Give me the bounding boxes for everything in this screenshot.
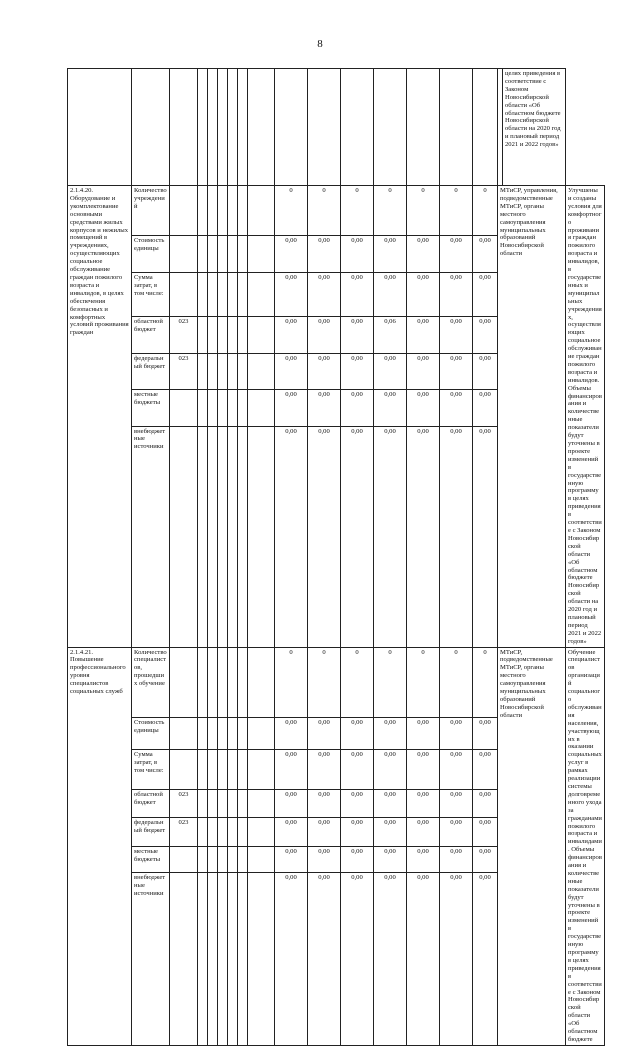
code-cell <box>218 426 228 647</box>
indicator-label: внебюджетные источники <box>132 426 170 647</box>
measure-name: Оборудование и укомплектование основными средствами жилых корпусов и нежилых помещений в учреждениях, осуществляющих социальное обслуживание граждан пожилого возраста и инвалидов, в целях обеспечения безопасных и комфортных условий проживания граждан <box>70 194 129 337</box>
code-cell <box>198 717 208 750</box>
value-cell: 0,00 <box>440 353 473 389</box>
value-cell: 0,00 <box>275 717 308 750</box>
measure-title <box>68 186 132 648</box>
value-cell: 0,00 <box>407 846 440 872</box>
gov-code <box>170 717 198 750</box>
code-cell <box>238 750 248 789</box>
value-cell: 0,00 <box>407 750 440 789</box>
gov-code <box>170 236 198 272</box>
cell-empty <box>170 69 198 186</box>
value-cell: 0,00 <box>407 818 440 846</box>
indicator-label: федеральный бюджет <box>132 353 170 389</box>
value-cell: 0,00 <box>407 236 440 272</box>
value-cell: 0,00 <box>341 390 374 426</box>
cell-empty <box>248 426 275 647</box>
code-cell <box>208 317 218 353</box>
indicator-label: Сумма затрат, в том числе: <box>132 272 170 317</box>
code-cell <box>218 353 228 389</box>
value-cell: 0,00 <box>341 846 374 872</box>
value-cell: 0,00 <box>374 846 407 872</box>
indicator-label: областной бюджет <box>132 317 170 353</box>
gov-code <box>170 846 198 872</box>
value-cell: 0,00 <box>275 872 308 1045</box>
cell-empty <box>275 69 308 186</box>
value-cell: 0,00 <box>374 236 407 272</box>
value-cell: 0,00 <box>407 317 440 353</box>
cell-empty <box>248 186 275 236</box>
code-cell <box>218 789 228 817</box>
value-cell: 0,00 <box>374 818 407 846</box>
code-cell <box>208 846 218 872</box>
cell-empty <box>248 789 275 817</box>
value-cell: 0,00 <box>473 818 498 846</box>
code-cell <box>208 186 218 236</box>
value-cell: 0,00 <box>308 317 341 353</box>
code-cell <box>198 353 208 389</box>
value-cell: 0,00 <box>473 789 498 817</box>
continuation-row <box>68 69 605 186</box>
code-cell <box>208 818 218 846</box>
cell-empty <box>248 353 275 389</box>
value-cell: 0,00 <box>275 750 308 789</box>
code-cell <box>198 872 208 1045</box>
value-cell: 0,00 <box>308 872 341 1045</box>
value-cell: 0,00 <box>440 272 473 317</box>
code-cell <box>218 872 228 1045</box>
value-cell: 0,00 <box>275 818 308 846</box>
value-cell: 0 <box>275 186 308 236</box>
cell-empty <box>248 846 275 872</box>
code-cell <box>228 272 238 317</box>
value-cell: 0,00 <box>308 390 341 426</box>
table-row <box>68 186 605 236</box>
value-cell: 0 <box>374 647 407 717</box>
value-cell: 0,00 <box>473 353 498 389</box>
indicator-label: Сумма затрат, в том числе: <box>132 750 170 789</box>
value-cell: 0 <box>341 647 374 717</box>
code-cell <box>218 236 228 272</box>
value-cell: 0,00 <box>473 236 498 272</box>
code-cell <box>198 750 208 789</box>
indicator-label: областной бюджет <box>132 789 170 817</box>
cell-empty <box>198 69 208 186</box>
indicator-label: местные бюджеты <box>132 846 170 872</box>
value-cell: 0,00 <box>374 272 407 317</box>
result-description: Улучшены и созданы условия для комфортного проживания граждан пожилого возраста и инвалидов, в государственных и муниципальных учреждениях, осуществляющих социальное обслуживание граждан пожилого возраста и инвалидов. Объемы финансирования и количественные показатели будут уточнены в проекте изменений в государственную программу в целях приведения в соответствие с Законом Новосибирской области «Об областном бюджете Новосибирской области на 2020 год и плановый период 2021 и 2022 годов» <box>566 186 605 648</box>
code-cell <box>228 390 238 426</box>
value-cell: 0,00 <box>407 272 440 317</box>
table-row <box>68 647 605 717</box>
code-cell <box>238 186 248 236</box>
value-cell: 0,00 <box>407 872 440 1045</box>
value-cell: 0,00 <box>275 789 308 817</box>
value-cell: 0,00 <box>341 426 374 647</box>
cell-empty <box>248 872 275 1045</box>
code-cell <box>208 236 218 272</box>
value-cell: 0,06 <box>374 317 407 353</box>
indicator-label: внебюджетные источники <box>132 872 170 1045</box>
value-cell: 0,00 <box>473 872 498 1045</box>
cell-empty <box>248 717 275 750</box>
code-cell <box>218 750 228 789</box>
value-cell: 0 <box>275 647 308 717</box>
code-cell <box>238 317 248 353</box>
code-cell <box>198 186 208 236</box>
code-cell <box>208 647 218 717</box>
value-cell: 0,00 <box>440 750 473 789</box>
code-cell <box>228 426 238 647</box>
code-cell <box>218 846 228 872</box>
value-cell: 0 <box>308 186 341 236</box>
code-cell <box>238 872 248 1045</box>
value-cell: 0 <box>473 647 498 717</box>
gov-code <box>170 272 198 317</box>
code-cell <box>208 272 218 317</box>
page-number: 8 <box>317 38 323 50</box>
code-cell <box>228 236 238 272</box>
code-cell <box>238 647 248 717</box>
value-cell: 0 <box>473 186 498 236</box>
measure-id: 2.1.4.21. <box>70 648 94 656</box>
value-cell: 0,00 <box>374 789 407 817</box>
value-cell: 0,00 <box>407 353 440 389</box>
value-cell: 0,00 <box>407 390 440 426</box>
code-cell <box>208 750 218 789</box>
code-cell <box>228 317 238 353</box>
code-cell <box>238 717 248 750</box>
indicator-label: Стоимость единицы <box>132 236 170 272</box>
cell-empty <box>341 69 374 186</box>
cell-empty <box>228 69 238 186</box>
value-cell: 0,00 <box>275 236 308 272</box>
value-cell: 0,00 <box>275 426 308 647</box>
code-cell <box>198 426 208 647</box>
code-cell <box>218 317 228 353</box>
value-cell: 0,00 <box>440 789 473 817</box>
value-cell: 0 <box>440 186 473 236</box>
value-cell: 0,00 <box>341 789 374 817</box>
result-description: целях приведения в соответствие с Законом Новосибирской области «Об областном бюджете Новосибирской области на 2020 год и плановый период 2021 и 2022 годов» <box>503 69 566 186</box>
cell-empty <box>68 69 132 186</box>
gov-code <box>170 750 198 789</box>
code-cell <box>198 236 208 272</box>
value-cell: 0,00 <box>308 846 341 872</box>
value-cell: 0,00 <box>341 872 374 1045</box>
cell-empty <box>218 69 228 186</box>
gov-code: 023 <box>170 317 198 353</box>
code-cell <box>198 317 208 353</box>
executor: МТиСР, управления, подведомственные МТиСР, органы местного самоуправления муниципальных образований Новосибирской области <box>498 186 566 648</box>
cell-empty <box>248 69 275 186</box>
cell-empty <box>208 69 218 186</box>
value-cell: 0,00 <box>407 717 440 750</box>
cell-empty <box>407 69 440 186</box>
code-cell <box>238 236 248 272</box>
cell-empty <box>248 272 275 317</box>
indicator-label: Количество специалистов, прошедших обучение <box>132 647 170 717</box>
code-cell <box>238 789 248 817</box>
value-cell: 0,00 <box>473 750 498 789</box>
code-cell <box>218 647 228 717</box>
value-cell: 0,00 <box>308 426 341 647</box>
value-cell: 0,00 <box>308 272 341 317</box>
code-cell <box>198 390 208 426</box>
cell-empty <box>248 750 275 789</box>
code-cell <box>198 272 208 317</box>
indicator-label: Количество учреждений <box>132 186 170 236</box>
code-cell <box>208 390 218 426</box>
value-cell: 0,00 <box>374 353 407 389</box>
code-cell <box>238 846 248 872</box>
code-cell <box>228 647 238 717</box>
indicator-label: Стоимость единицы <box>132 717 170 750</box>
code-cell <box>208 717 218 750</box>
code-cell <box>238 272 248 317</box>
gov-code <box>170 647 198 717</box>
value-cell: 0 <box>308 647 341 717</box>
value-cell: 0,00 <box>374 390 407 426</box>
code-cell <box>198 647 208 717</box>
value-cell: 0,00 <box>341 818 374 846</box>
code-cell <box>228 186 238 236</box>
code-cell <box>198 818 208 846</box>
value-cell: 0,00 <box>473 317 498 353</box>
cell-empty <box>374 69 407 186</box>
code-cell <box>218 186 228 236</box>
value-cell: 0,00 <box>473 846 498 872</box>
indicator-label: местные бюджеты <box>132 390 170 426</box>
value-cell: 0,00 <box>308 789 341 817</box>
value-cell: 0,00 <box>374 750 407 789</box>
cell-empty <box>473 69 498 186</box>
cell-empty <box>238 69 248 186</box>
value-cell: 0,00 <box>341 272 374 317</box>
value-cell: 0,00 <box>308 818 341 846</box>
value-cell: 0 <box>341 186 374 236</box>
value-cell: 0,00 <box>440 317 473 353</box>
table-body <box>68 69 605 1046</box>
value-cell: 0,00 <box>407 426 440 647</box>
measure-title <box>68 647 132 1045</box>
code-cell <box>228 846 238 872</box>
value-cell: 0,00 <box>341 317 374 353</box>
value-cell: 0,00 <box>374 426 407 647</box>
gov-code: 023 <box>170 789 198 817</box>
value-cell: 0,00 <box>473 390 498 426</box>
gov-code <box>170 872 198 1045</box>
value-cell: 0,00 <box>308 717 341 750</box>
value-cell: 0 <box>407 186 440 236</box>
value-cell: 0,00 <box>374 717 407 750</box>
gov-code <box>170 426 198 647</box>
value-cell: 0,00 <box>473 717 498 750</box>
value-cell: 0,00 <box>275 272 308 317</box>
code-cell <box>238 818 248 846</box>
cell-empty <box>248 818 275 846</box>
value-cell: 0,00 <box>275 353 308 389</box>
code-cell <box>228 750 238 789</box>
value-cell: 0,00 <box>440 717 473 750</box>
value-cell: 0,00 <box>341 750 374 789</box>
executor: МТиСР, подведомственные МТиСР, органы местного самоуправления муниципальных образований Новосибирской области <box>498 647 566 1045</box>
result-description: Обучение специалистов организаций социального обслуживания населения, участвующих в оказании социальных услуг в рамках реализации системы долговременного ухода за гражданами пожилого возраста и инвалидами. Объемы финансирования и количественные показатели будут уточнены в проекте изменений в государственную программу в целях приведения в соответствие с Законом Новосибирской области «Об областном бюджете <box>566 647 605 1045</box>
gov-code <box>170 186 198 236</box>
value-cell: 0,00 <box>473 426 498 647</box>
value-cell: 0,00 <box>440 818 473 846</box>
cell-empty <box>248 317 275 353</box>
value-cell: 0 <box>440 647 473 717</box>
value-cell: 0,00 <box>308 353 341 389</box>
code-cell <box>198 789 208 817</box>
code-cell <box>208 789 218 817</box>
code-cell <box>198 846 208 872</box>
gov-code: 023 <box>170 818 198 846</box>
cell-empty <box>248 647 275 717</box>
value-cell: 0,00 <box>341 353 374 389</box>
cell-empty <box>248 390 275 426</box>
cell-empty <box>308 69 341 186</box>
value-cell: 0,00 <box>440 426 473 647</box>
code-cell <box>228 353 238 389</box>
value-cell: 0,00 <box>341 236 374 272</box>
code-cell <box>208 872 218 1045</box>
value-cell: 0 <box>374 186 407 236</box>
indicator-label: федеральный бюджет <box>132 818 170 846</box>
code-cell <box>218 390 228 426</box>
code-cell <box>238 390 248 426</box>
code-cell <box>208 426 218 647</box>
value-cell: 0,00 <box>374 872 407 1045</box>
value-cell: 0,00 <box>440 872 473 1045</box>
value-cell: 0,00 <box>440 846 473 872</box>
value-cell: 0 <box>407 647 440 717</box>
value-cell: 0,00 <box>308 236 341 272</box>
code-cell <box>238 353 248 389</box>
gov-code <box>170 390 198 426</box>
code-cell <box>218 272 228 317</box>
cell-empty <box>248 236 275 272</box>
value-cell: 0,00 <box>473 272 498 317</box>
code-cell <box>208 353 218 389</box>
code-cell <box>218 818 228 846</box>
code-cell <box>238 426 248 647</box>
gov-code: 023 <box>170 353 198 389</box>
code-cell <box>228 717 238 750</box>
code-cell <box>228 818 238 846</box>
value-cell: 0,00 <box>440 236 473 272</box>
cell-empty <box>440 69 473 186</box>
value-cell: 0,00 <box>440 390 473 426</box>
value-cell: 0,00 <box>308 750 341 789</box>
code-cell <box>218 717 228 750</box>
value-cell: 0,00 <box>275 317 308 353</box>
value-cell: 0,00 <box>275 846 308 872</box>
cell-empty <box>132 69 170 186</box>
value-cell: 0,00 <box>275 390 308 426</box>
measure-name: Повышение профессионального уровня специалистов социальных служб <box>70 656 126 696</box>
value-cell: 0,00 <box>407 789 440 817</box>
program-table <box>67 68 605 1046</box>
value-cell: 0,00 <box>341 717 374 750</box>
measure-id: 2.1.4.20. <box>70 187 94 194</box>
code-cell <box>228 789 238 817</box>
code-cell <box>228 872 238 1045</box>
